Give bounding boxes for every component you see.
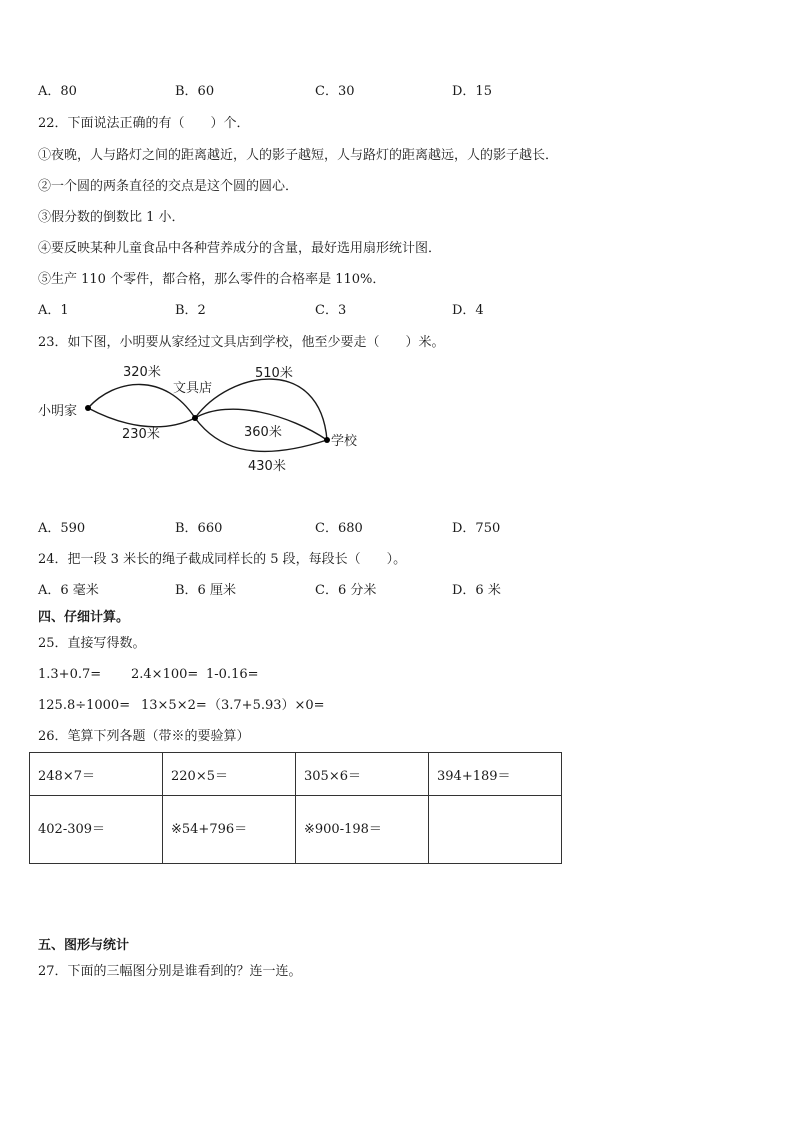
table-cell: 220×5＝: [163, 753, 296, 796]
q24-stem: 24．把一段 3 米长的绳子截成同样长的 5 段，每段长（ ）。: [38, 552, 407, 567]
school-label: 学校: [331, 434, 358, 449]
table-cell: 248×7＝: [30, 753, 163, 796]
q22-option-c: C．3: [315, 303, 347, 318]
q27-stem: 27．下面的三幅图分别是谁看到的？连一连。: [38, 964, 302, 979]
table-row: [30, 796, 562, 864]
q23-option-d: D．750: [452, 521, 501, 536]
q21-option-d: D．15: [452, 84, 492, 99]
q22-option-a: A．1: [38, 303, 69, 318]
q22-option-b: B．2: [175, 303, 206, 318]
home-label: 小明家: [38, 404, 78, 419]
q23-stem: 23．如下图，小明要从家经过文具店到学校，他至少要走（ ）米。: [38, 335, 445, 350]
school-dot: [324, 437, 330, 443]
q24-option-c: C．6 分米: [315, 583, 377, 598]
q22-option-d: D．4: [452, 303, 484, 318]
q23-option-a: A．590: [38, 521, 86, 536]
q25-item: 1-0.16=: [206, 667, 259, 682]
store-dot: [192, 415, 198, 421]
written-calculation-table: [29, 752, 562, 864]
table-cell: 402-309＝: [30, 796, 163, 864]
distance-320: 320米: [123, 365, 161, 380]
distance-360: 360米: [244, 425, 282, 440]
route-home-store-lower: [88, 408, 195, 427]
store-label: 文具店: [173, 381, 213, 396]
q23-option-c: C．680: [315, 521, 363, 536]
q22-stem: 22．下面说法正确的有（ ）个．: [38, 116, 250, 131]
q25-item: 1.3+0.7=: [38, 667, 102, 682]
q21-option-c: C．30: [315, 84, 355, 99]
q24-option-a: A．6 毫米: [38, 583, 99, 598]
q22-item-5: ⑤生产 110 个零件，都合格，那么零件的合格率是 110%．: [38, 272, 386, 287]
table-cell: [429, 796, 562, 864]
q25-item: 2.4×100=: [131, 667, 199, 682]
q25-item: 13×5×2=: [141, 698, 207, 713]
table-cell: 305×6＝: [296, 753, 429, 796]
table-cell: 394+189＝: [429, 753, 562, 796]
table-cell: ※54+796＝: [163, 796, 296, 864]
distance-430: 430米: [248, 459, 286, 474]
q25-item: （3.7+5.93）×0=: [208, 698, 325, 713]
q24-option-d: D．6 米: [452, 583, 501, 598]
table-cell: ※900-198＝: [296, 796, 429, 864]
q26-stem: 26．笔算下列各题（带※的要验算）: [38, 729, 250, 744]
distance-510: 510米: [255, 366, 293, 381]
q21-option-b: B．60: [175, 84, 215, 99]
q21-option-a: A．80: [38, 84, 77, 99]
section-4-heading: 四、仔细计算。: [38, 610, 130, 625]
q22-item-2: ②一个圆的两条直径的交点是这个圆的圆心．: [38, 179, 299, 194]
q22-item-4: ④要反映某种儿童食品中各种营养成分的含量，最好选用扇形统计图．: [38, 241, 442, 256]
q24-option-b: B．6 厘米: [175, 583, 236, 598]
home-dot: [85, 405, 91, 411]
table-row: [30, 753, 562, 796]
q23-option-b: B．660: [175, 521, 223, 536]
q22-item-3: ③假分数的倒数比 1 小．: [38, 210, 185, 225]
distance-230: 230米: [122, 427, 160, 442]
q22-item-1: ①夜晚，人与路灯之间的距离越近，人的影子越短，人与路灯的距离越远，人的影子越长．: [38, 148, 559, 163]
q25-item: 125.8÷1000=: [38, 698, 131, 713]
section-5-heading: 五、图形与统计: [38, 938, 130, 953]
route-diagram: [30, 360, 380, 480]
q25-stem: 25．直接写得数。: [38, 636, 146, 651]
